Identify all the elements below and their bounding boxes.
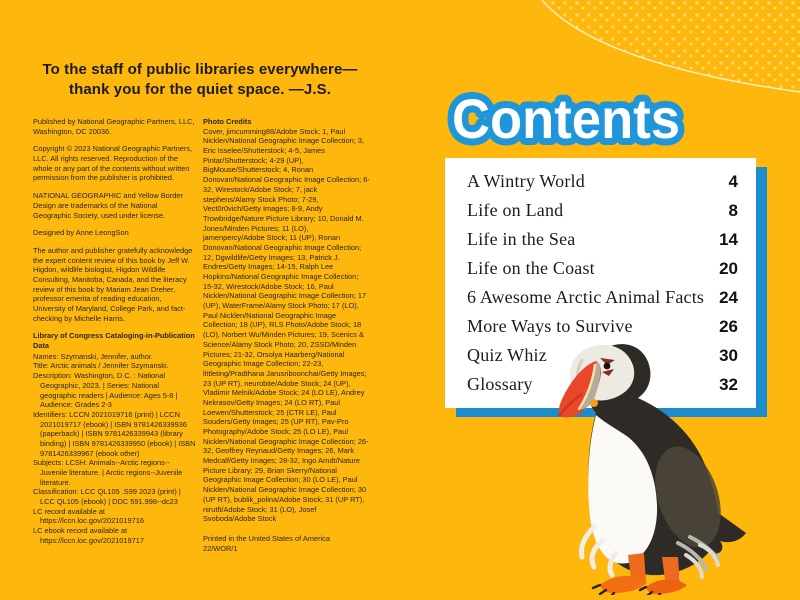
toc-entry-page: 8 [728, 201, 738, 220]
loc-entry: Title: Arctic animals / Jennifer Szymanski. [33, 361, 169, 371]
loc-cataloging-data [33, 352, 196, 546]
toc-row [467, 316, 738, 337]
publication-info-column [33, 117, 196, 546]
toc-entry-title: Glossary [467, 374, 533, 394]
loc-heading: Library of Congress Cataloging-in-Publication Data [33, 331, 195, 351]
toc-entry-title: 6 Awesome Arctic Animal Facts [467, 287, 705, 307]
toc-entry-page: 24 [719, 288, 738, 307]
toc-entry-title: Quiz Whiz [467, 345, 547, 365]
photo-credits-text: Cover, jimcumming88/Adobe Stock; 1, Paul Nicklen/National Geographic Image Collection; 3, Eric Isselee/Shutterstock; 4-5, James Pintar/Shutterstock; 4-29 (UP), BigMouse/Shutterstock; 4, Ronan Donovan/National Geographic Image Collection; 6-32, Wirestock/Adobe Stock; 7, jack stephens/Alamy Stock Photo; 7-29, Vect0r0vich/Getty Images; 8-9, Andy Trowbridge/Nature Picture Library; 10, Donald M. Jones/Minden Pictures; 11 (LO), jamenpercy/Adobe Stock; 11 (UP), Ronan Donovan/National Geographic Image Collection; 12, Dgwildlife/Getty Images; 13, Patrick J. Endres/Getty Images; 14-15, Ralph Lee Hopkins/National Geographic Image Collection; 15-32, Wirestock/Adobe Stock; 16, Paul Nicklen/National Geographic Image Collection; 17 (UP), WaterFrame/Alamy Stock Photo; 17 (LO), Paul Nicklen/National Geographic Image Collection; 18 (UP), RLS Photo/Adobe Stock; 18 (LO), Norbert Wu/Minden Pictures; 19, Scenics & Science/Alamy Stock Photo; 20, ZSSD/Minden Pictures; 21-32, Orsolya Haarberg/National Geographic Image Collection; 22-23, littleting/Pradthana Jarusriboonchai/Getty Images; 23 (UP RT), neurobite/Adobe Stock; 24 (UP), Vladimir Melnik/Adobe Stock; 24 (LO LE), Andrey Nekrasov/Getty Images; 24 (LO RT), Paul Loewen/Shutterstock; 25 (CTR LE), Paul Souders/Getty Images; 25 (UP RT), Pav-Pro Photography/Adobe Stock; 25 (LO LE), Paul Nicklen/National Geographic Image Collection; 26-32, Geoffrey Reynaud/Getty Images; 26, Mark Medcalf/Getty Images; 28-32, Ingo Arndt/Nature Picture Library; 29, Brian Skerry/National Geographic Image Collection; 30 (LO LE), Paul Nicklen/National Geographic Image Collection; 30 (UP RT), bublik_polina/Adobe Stock; 31 (UP RT), nirutft/Adobe Stock; 31 (LO), Josef Svoboda/Adobe Stock [203, 126, 370, 524]
copyright-text: Copyright © 2023 National Geographic Partners, LLC. All rights reserved. Reproduction of the whole or any part of the contents without written permission from the publisher is prohibited. [33, 144, 193, 183]
contents-title-text: Contents [452, 87, 680, 150]
printed-in-text: Printed in the United States of America [203, 533, 330, 543]
toc-entry-title: More Ways to Survive [467, 316, 633, 336]
loc-entry: Identifiers: LCCN 2021019716 (print) | LCCN 2021019717 (ebook) | ISBN 9781426339936 (paperback) | ISBN 9781426339943 (library binding) | ISBN 9781426339950 (ebook) | ISBN 9781426339967 (ebook other) [33, 409, 196, 458]
toc-entry-page: 14 [719, 230, 738, 249]
puffin-photo [550, 337, 750, 595]
dedication-line-1: To the staff of public libraries everywhere— [42, 61, 358, 78]
toc-row [467, 287, 738, 308]
loc-entry: LC ebook record available at https://lccn.loc.gov/2021019717 [33, 526, 144, 545]
toc-entry-title: Life in the Sea [467, 229, 576, 249]
toc-entry-title: A Wintry World [467, 171, 585, 191]
photo-credits-heading: Photo Credits [203, 117, 252, 126]
toc-row [467, 200, 738, 221]
toc-entry-page: 26 [719, 317, 738, 336]
loc-entry: Subjects: LCSH: Animals--Arctic regions--Juvenile literature. | Arctic regions--Juvenile literature. [33, 458, 183, 487]
toc-entry-page: 30 [719, 346, 738, 365]
toc-entry-page: 32 [719, 375, 738, 394]
toc-entry-title: Life on the Coast [467, 258, 595, 278]
designed-by-text: Designed by Anne LeongSon [33, 228, 129, 238]
published-by-text: Published by National Geographic Partners, LLC, Washington, DC 20036. [33, 117, 195, 136]
toc-row [467, 258, 738, 279]
toc-row [467, 229, 738, 250]
print-code: 22/WOR/1 [203, 543, 238, 553]
toc-entry-title: Life on Land [467, 200, 564, 220]
toc-entry-page: 4 [728, 172, 738, 191]
dedication-line-2: thank you for the quiet space. —J.S. [69, 80, 331, 98]
loc-entry: LC record available at https://lccn.loc.gov/2021019716 [33, 506, 144, 526]
toc-row [467, 171, 738, 192]
dedication [16, 60, 384, 100]
toc-entry-page: 20 [719, 259, 738, 278]
acknowledgments-text: The author and publisher gratefully acknowledge the expert content review of this book by Jeff W. Higdon, wildlife biologist, Higdon Wildlife Consulting, Manitoba, Canada, and the literacy review of this book by Mariam Jean Dreher, professor emerita of reading education, University of Maryland, College Park, and fact-checking by Michelle Harris. [33, 245, 193, 323]
loc-entry: Classification: LCC QL105 .S99 2023 (print) | LCC QL105 (ebook) | DDC 591.998--dc23 [33, 487, 181, 507]
loc-entry: Description: Washington, D.C. : National Geographic, 2023. | Series: National geographic readers | Audience: Ages 5-8 | Audience: Grades 2-3 [33, 371, 178, 410]
photo-credits-column [203, 117, 370, 553]
contents-title [440, 74, 770, 166]
loc-entry: Names: Szymanski, Jennifer, author. [33, 351, 153, 361]
trademark-text: NATIONAL GEOGRAPHIC and Yellow Border Design are trademarks of the National Geographic Society, used under license. [33, 191, 183, 220]
